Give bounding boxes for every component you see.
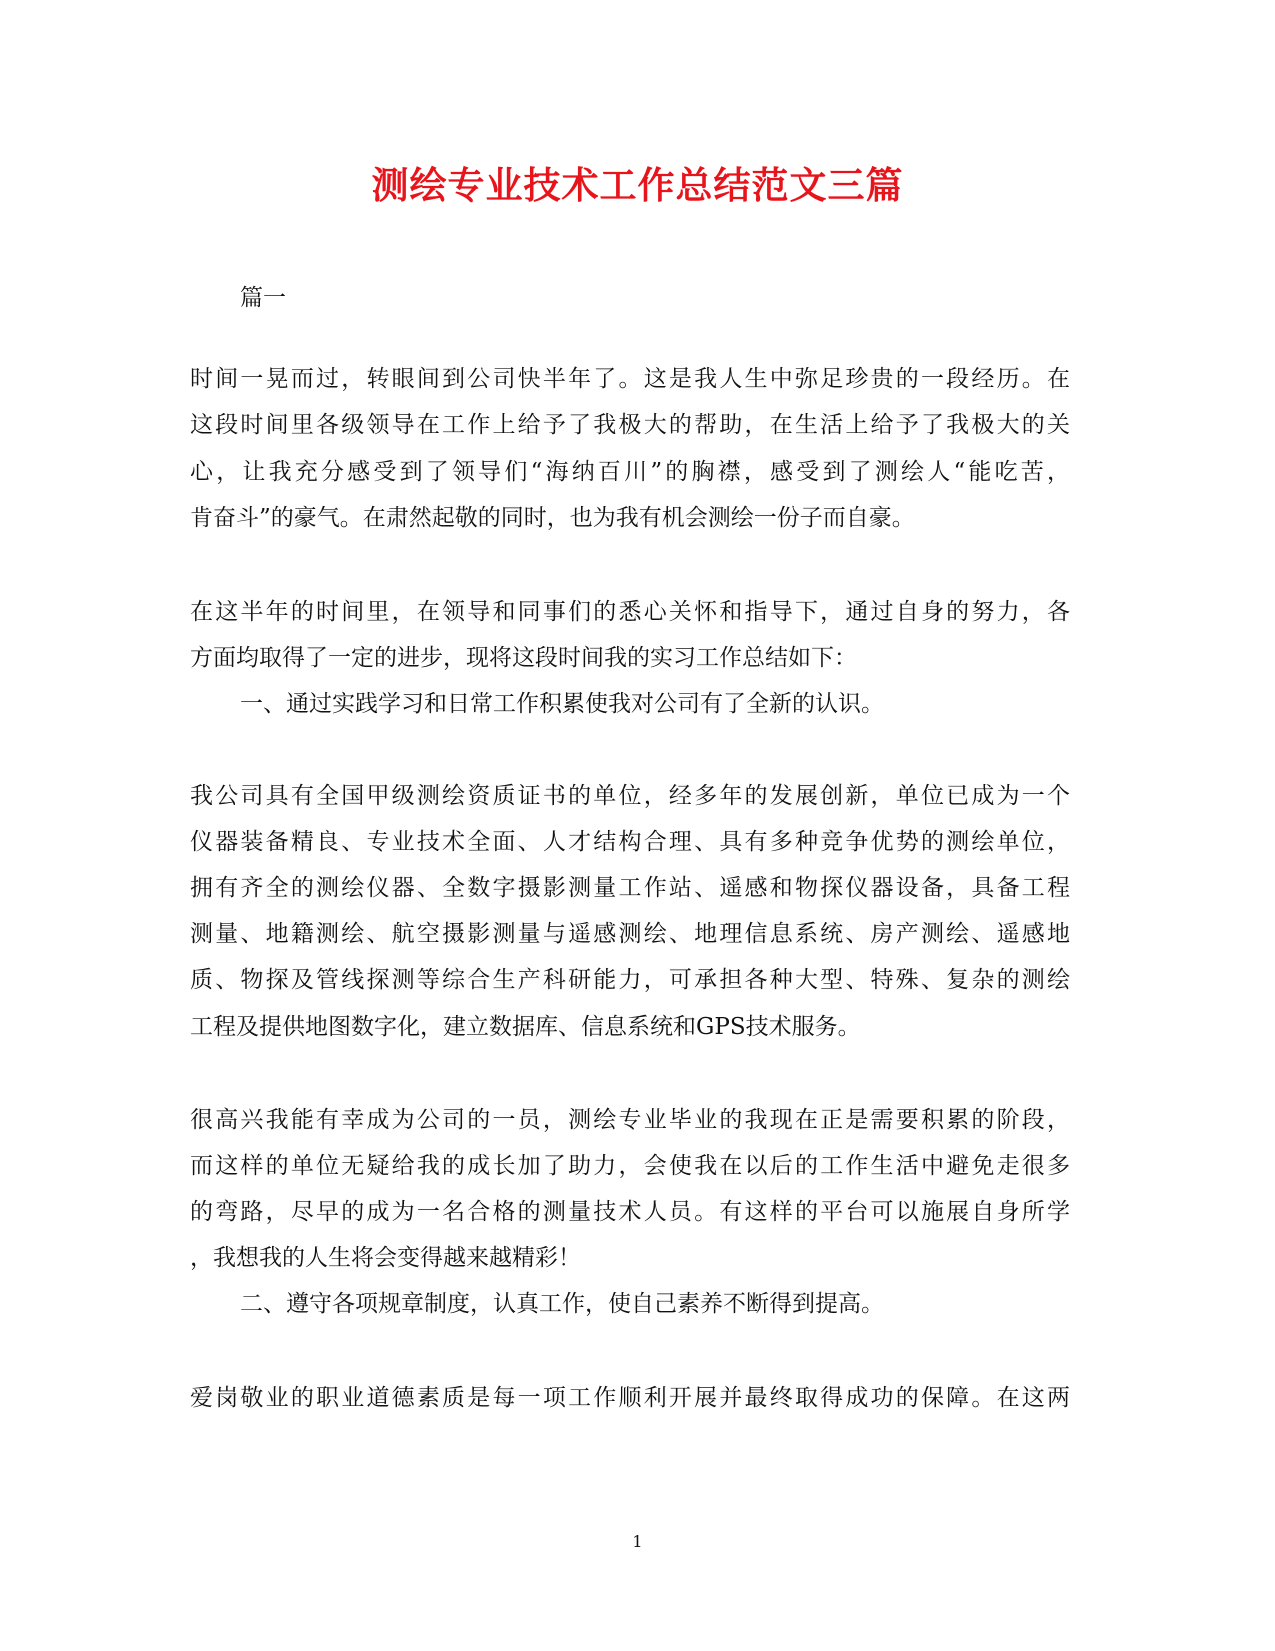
paragraph-line: 这段时间里各级领导在工作上给予了我极大的帮助，在生活上给予了我极大的关	[190, 412, 1070, 438]
paragraph-line: 而这样的单位无疑给我的成长加了助力，会使我在以后的工作生活中避免走很多	[190, 1153, 1070, 1179]
paragraph-line: 肯奋斗”的豪气。在肃然起敬的同时，也为我有机会测绘一份子而自豪。	[190, 505, 915, 531]
paragraph-line: 的弯路，尽早的成为一名合格的测量技术人员。有这样的平台可以施展自身所学	[190, 1199, 1070, 1225]
paragraph-line: 心，让我充分感受到了领导们“海纳百川”的胸襟，感受到了测绘人“能吃苦，	[190, 459, 1070, 485]
document-title: 测绘专业技术工作总结范文三篇	[371, 163, 904, 207]
paragraph-line: 我公司具有全国甲级测绘资质证书的单位，经多年的发展创新，单位已成为一个	[190, 783, 1070, 809]
paragraph-line: 质、物探及管线探测等综合生产科研能力，可承担各种大型、特殊、复杂的测绘	[190, 967, 1070, 993]
paragraph-line: 爱岗敬业的职业道德素质是每一项工作顺利开展并最终取得成功的保障。在这两	[190, 1385, 1070, 1411]
paragraph-line: 时间一晃而过，转眼间到公司快半年了。这是我人生中弥足珍贵的一段经历。在	[190, 366, 1070, 392]
paragraph-line: 在这半年的时间里，在领导和同事们的悉心关怀和指导下，通过自身的努力，各	[190, 599, 1070, 625]
page-number: 1	[632, 1532, 643, 1551]
paragraph-line: 测量、地籍测绘、航空摄影测量与遥感测绘、地理信息系统、房产测绘、遥感地	[190, 921, 1070, 947]
paragraph-line: 很高兴我能有幸成为公司的一员，测绘专业毕业的我现在正是需要积累的阶段，	[190, 1107, 1070, 1133]
paragraph-line: 拥有齐全的测绘仪器、全数字摄影测量工作站、遥感和物探仪器设备，具备工程	[190, 875, 1070, 901]
paragraph-line: 二、遵守各项规章制度，认真工作，使自己素养不断得到提高。	[240, 1291, 884, 1317]
paragraph-line: 工程及提供地图数字化，建立数据库、信息系统和GPS技术服务。	[190, 1014, 861, 1040]
paragraph-line: 方面均取得了一定的进步，现将这段时间我的实习工作总结如下：	[190, 645, 857, 671]
paragraph-line: 仪器装备精良、专业技术全面、人才结构合理、具有多种竞争优势的测绘单位，	[190, 829, 1070, 855]
paragraph-line: 一、通过实践学习和日常工作积累使我对公司有了全新的认识。	[240, 691, 884, 717]
paragraph-line: ，我想我的人生将会变得越来越精彩！	[190, 1245, 581, 1271]
section-heading: 篇一	[240, 285, 286, 311]
